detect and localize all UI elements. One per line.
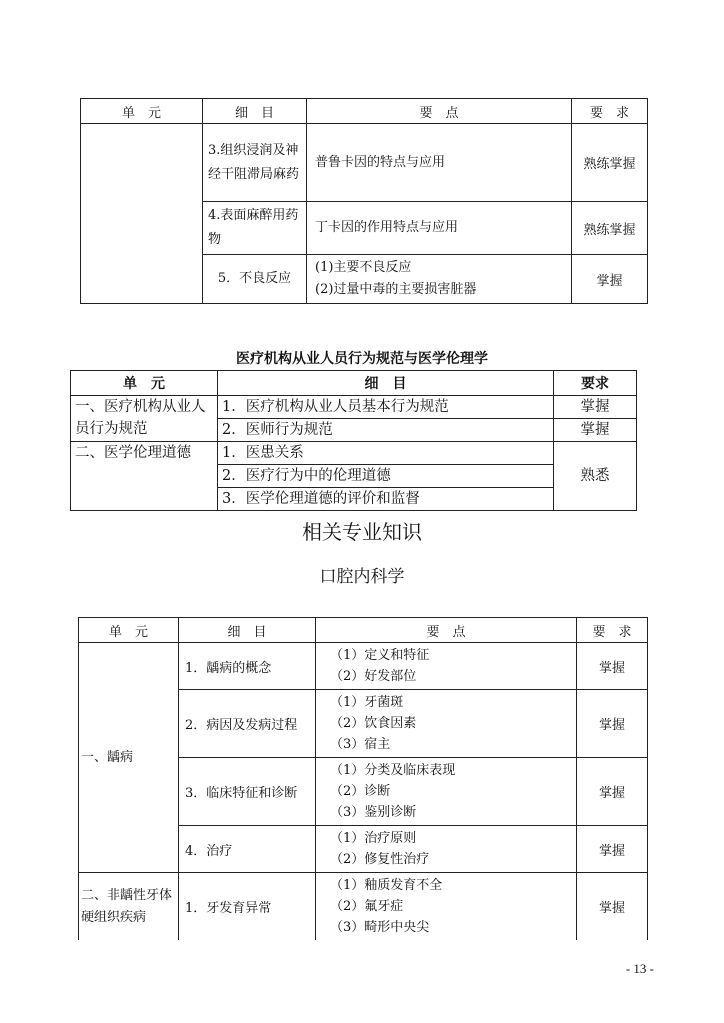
detail-cell: 3．医学伦理道德的评价和监督	[218, 488, 554, 511]
section-title: 医疗机构从业人员行为规范与医学伦理学	[236, 351, 488, 367]
header-point: 要 点	[307, 99, 572, 124]
requirement-cell: 熟练掌握	[572, 124, 648, 202]
unit-cell	[81, 124, 203, 304]
detail-cell: 3.组织浸润及神经干阻滞局麻药	[203, 124, 307, 202]
unit-cell: 二、非龋性牙体硬组织疾病	[79, 873, 179, 941]
header-detail: 细 目	[203, 99, 307, 124]
point-line: （2）饮食因素	[330, 716, 417, 731]
point-cell	[316, 873, 577, 941]
detail-cell: 4．治疗	[179, 826, 316, 873]
point-line: （3）宿主	[330, 737, 391, 752]
point-cell: 丁卡因的作用特点与应用	[307, 202, 572, 255]
detail-cell: 3．临床特征和诊断	[179, 758, 316, 826]
point-cell	[316, 690, 577, 758]
section-heading: 相关专业知识	[302, 520, 422, 544]
detail-cell: 4.表面麻醉用药物	[203, 202, 307, 255]
table-row	[81, 124, 648, 202]
header-requirement: 要求	[554, 371, 637, 396]
unit-cell: 一、龋病	[79, 643, 179, 873]
point-cell	[316, 826, 577, 873]
point-line: （2）好发部位	[330, 669, 417, 684]
requirement-cell: 掌握	[577, 873, 648, 941]
detail-cell: 5．不良反应	[203, 255, 307, 304]
point-line: （1）釉质发育不全	[330, 878, 443, 893]
subject-heading: 口腔内科学	[319, 567, 405, 587]
detail-cell: 1．医疗机构从业人员基本行为规范	[218, 396, 554, 419]
point-line: (1)主要不良反应	[315, 260, 412, 275]
requirement-cell: 掌握	[577, 758, 648, 826]
header-detail: 细 目	[218, 371, 554, 396]
table-header-row	[81, 99, 648, 124]
point-line: （1）定义和特征	[330, 648, 430, 663]
point-cell	[316, 758, 577, 826]
table-row	[71, 442, 637, 465]
point-line: （3）畸形中央尖	[330, 920, 430, 935]
header-requirement: 要 求	[572, 99, 648, 124]
unit-cell: 二、医学伦理道德	[71, 442, 218, 511]
page-number: - 13 -	[625, 961, 654, 976]
point-cell: 普鲁卡因的特点与应用	[307, 124, 572, 202]
point-line: （1）牙菌斑	[330, 695, 404, 710]
header-requirement: 要 求	[577, 618, 648, 643]
point-line: （1）治疗原则	[330, 831, 417, 846]
detail-cell: 1．龋病的概念	[179, 643, 316, 690]
requirement-cell: 熟练掌握	[572, 202, 648, 255]
detail-cell: 2．病因及发病过程	[179, 690, 316, 758]
table-row	[79, 873, 648, 941]
requirement-cell: 掌握	[577, 690, 648, 758]
detail-cell: 2．医疗行为中的伦理道德	[218, 465, 554, 488]
header-unit: 单 元	[71, 371, 218, 396]
header-detail: 细 目	[179, 618, 316, 643]
requirement-cell: 掌握	[554, 396, 637, 419]
oral-medicine-table	[78, 617, 648, 940]
table-row	[71, 396, 637, 419]
requirement-cell: 掌握	[577, 643, 648, 690]
point-line: （3）鉴别诊断	[330, 805, 417, 820]
table-header-row	[79, 618, 648, 643]
point-line: （2）诊断	[330, 784, 391, 799]
point-line: （1）分类及临床表现	[330, 763, 456, 778]
requirement-cell: 掌握	[554, 419, 637, 442]
detail-cell: 1．医患关系	[218, 442, 554, 465]
pharmacology-table	[80, 98, 648, 304]
requirement-cell: 熟悉	[554, 442, 637, 511]
ethics-table	[70, 370, 637, 511]
point-line: (2)过量中毒的主要损害脏器	[315, 282, 477, 297]
point-cell	[307, 255, 572, 304]
table-row	[79, 643, 648, 690]
detail-cell: 1．牙发育异常	[179, 873, 316, 941]
unit-cell: 一、医疗机构从业人员行为规范	[71, 396, 218, 442]
header-point: 要 点	[316, 618, 577, 643]
header-unit: 单 元	[79, 618, 179, 643]
point-line: （2）修复性治疗	[330, 852, 430, 867]
requirement-cell: 掌握	[572, 255, 648, 304]
header-unit: 单 元	[81, 99, 203, 124]
table-header-row	[71, 371, 637, 396]
requirement-cell: 掌握	[577, 826, 648, 873]
point-cell	[316, 643, 577, 690]
detail-cell: 2．医师行为规范	[218, 419, 554, 442]
point-line: （2）氟牙症	[330, 899, 404, 914]
